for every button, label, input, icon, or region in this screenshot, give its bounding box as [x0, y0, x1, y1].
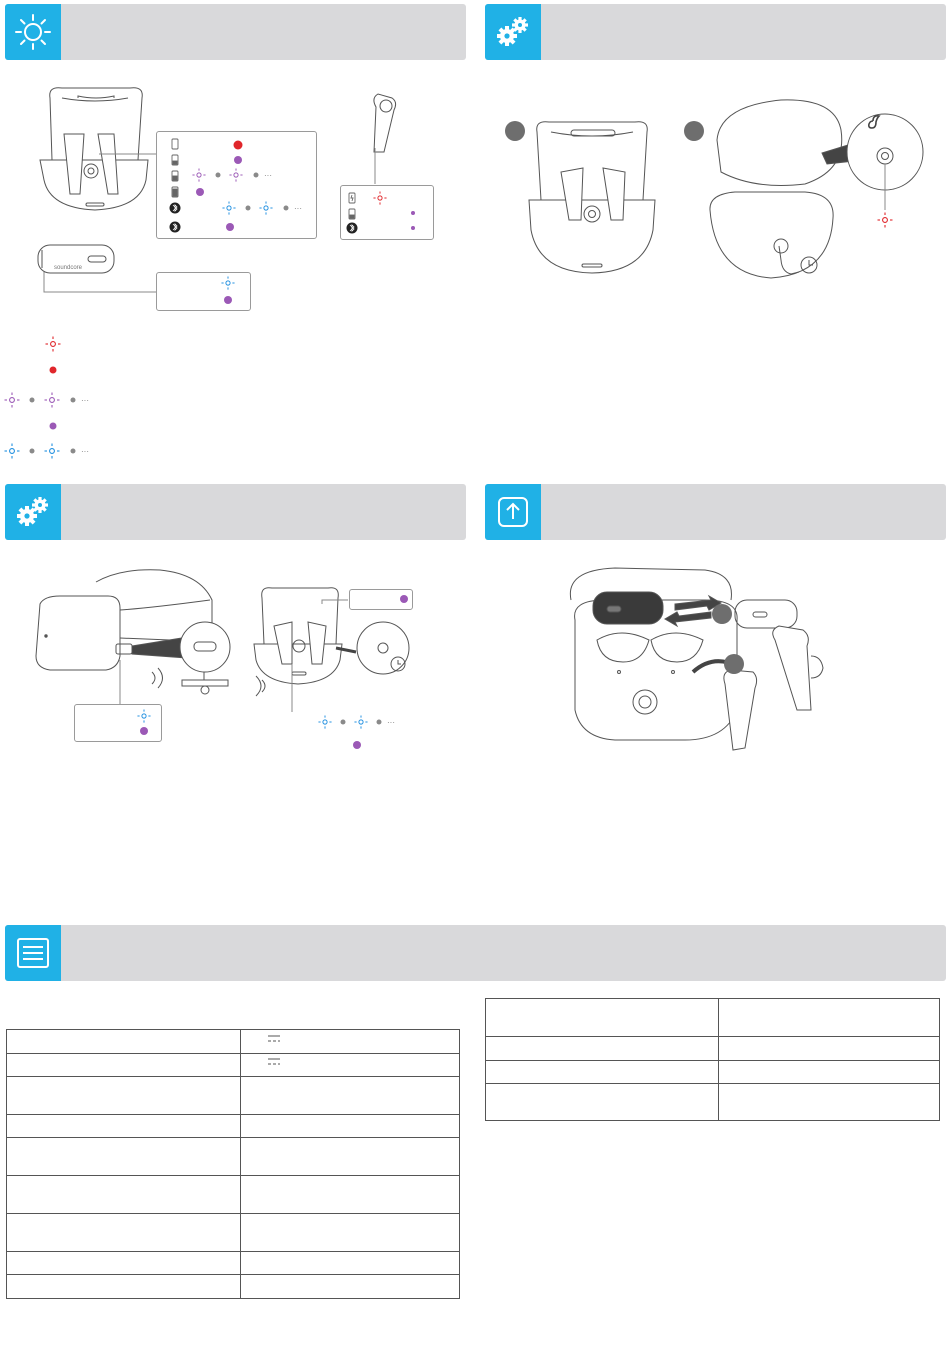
table-row — [7, 1214, 460, 1252]
update-section-banner — [485, 484, 946, 540]
table-row — [7, 1176, 460, 1214]
svg-text:···: ··· — [387, 718, 395, 727]
connect-section-banner — [5, 484, 466, 540]
earbud-indicator-content — [340, 185, 432, 238]
table-row — [7, 1138, 460, 1176]
upload-icon — [485, 484, 541, 540]
gears-icon — [5, 484, 61, 540]
pairing-section-banner — [485, 4, 946, 60]
svg-text:···: ··· — [81, 396, 89, 405]
svg-text:···: ··· — [264, 171, 272, 180]
table-row — [486, 999, 940, 1037]
table-row — [7, 1053, 460, 1077]
gears-icon — [485, 4, 541, 60]
dc-symbol-icon — [241, 1055, 281, 1069]
table-row — [7, 1114, 460, 1138]
svg-text:···: ··· — [294, 204, 302, 213]
step-badge-3 — [712, 604, 732, 624]
case-status-box — [349, 589, 413, 610]
led-legend — [0, 330, 120, 460]
spec-table-right — [485, 998, 940, 1121]
dc-symbol-icon — [241, 1032, 281, 1046]
pairing-illustration — [485, 60, 946, 300]
table-row — [7, 1077, 460, 1115]
svg-text:···: ··· — [81, 447, 89, 456]
sun-icon — [5, 4, 61, 60]
update-illustration — [485, 560, 946, 760]
table-row — [7, 1251, 460, 1275]
dongle-status-content — [74, 704, 160, 740]
led-section-banner — [5, 4, 466, 60]
case-indicator-content — [156, 131, 316, 237]
step-badge-4 — [724, 654, 744, 674]
table-row — [7, 1030, 460, 1054]
dongle-brand-text: soundcore — [54, 265, 83, 271]
purple-led-icon — [400, 595, 408, 603]
table-row — [7, 1275, 460, 1299]
list-icon — [5, 925, 61, 981]
pairing-led-legend — [300, 712, 420, 756]
table-row — [486, 1083, 940, 1120]
spec-table-left — [6, 1029, 460, 1299]
table-row — [486, 1037, 940, 1060]
specs-section-banner — [5, 925, 946, 981]
table-row — [486, 1060, 940, 1083]
dongle-indicator-content — [156, 272, 249, 309]
